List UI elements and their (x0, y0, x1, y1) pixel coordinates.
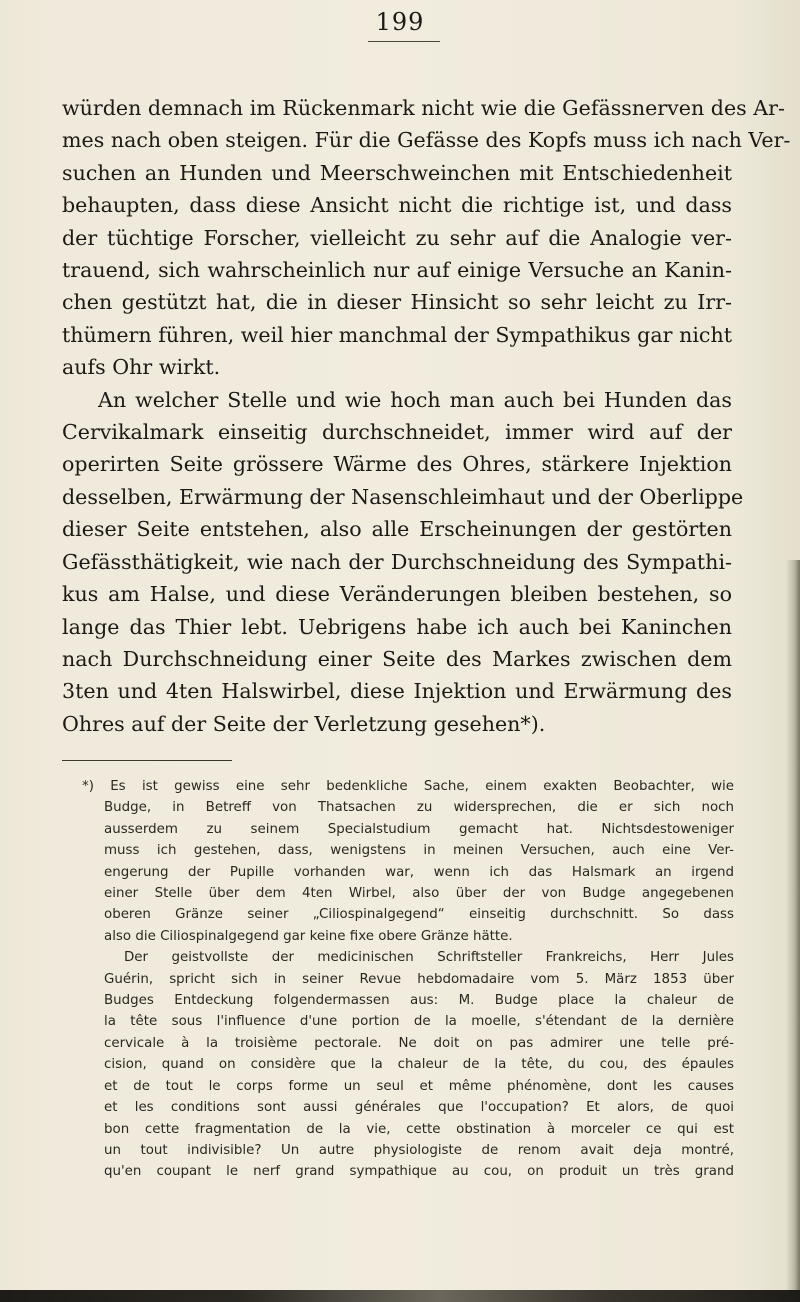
main-text (62, 92, 791, 740)
footnote-line: *) Es ist gewiss eine sehr bedenkliche Sache, einem exakten Beobachter, wie (82, 779, 734, 794)
text-line: Gefässthätigkeit, wie nach der Durchschneidung des Sympathi- (62, 549, 732, 574)
text-line: nach Durchschneidung einer Seite des Markes zwischen dem (62, 646, 732, 671)
footnote-line: qu'en coupant le nerf grand sympathique au cou, on produit un très grand (104, 1164, 734, 1180)
text-line: der tüchtige Forscher, vielleicht zu sehr auf die Analogie ver- (62, 225, 732, 250)
text-line: Cervikalmark einseitig durchschneidet, immer wird auf der (62, 420, 732, 445)
text-line: thümern führen, weil hier manchmal der Sympathikus gar nicht (62, 322, 732, 347)
text-line: würden demnach im Rückenmark nicht wie die Gefässnerven des Ar- (62, 96, 785, 120)
page-number: 199 (375, 8, 425, 36)
footnote-line: cision, quand on considère que la chaleur de la tête, du cou, des épaules (104, 1057, 734, 1073)
text-line: aufs Ohr wirkt. (62, 355, 221, 380)
text-line: suchen an Hunden und Meerschweinchen mit Entschiedenheit (62, 160, 732, 185)
footnote-line: cervicale à la troisième pectorale. Ne doit on pas admirer une telle pré- (104, 1035, 734, 1051)
footnote-line: Der geistvollste der medicinischen Schriftsteller Frankreichs, Herr Jules (124, 950, 734, 966)
footnote (82, 776, 734, 1183)
text-line: trauend, sich wahrscheinlich nur auf einige Versuche an Kanin- (62, 258, 732, 283)
footnote-line: et de tout le corps forme un seul et même phénomène, dont les causes (104, 1078, 734, 1094)
text-line: desselben, Erwärmung der Nasenschleimhaut und der Oberlippe (62, 484, 744, 509)
footnote-line: oberen Gränze seiner „Ciliospinalgegend“ einseitig durchschnitt. So dass (104, 907, 734, 923)
text-line: dieser Seite entstehen, also alle Erscheinungen der gestörten (62, 517, 732, 542)
scan-bottom-edge (0, 1290, 800, 1302)
page-number-rule (368, 41, 440, 42)
footnote-line: bon cette fragmentation de la vie, cette obstination à morceler ce qui est (104, 1121, 734, 1137)
footnote-line: Guérin, spricht sich in seiner Revue hebdomadaire vom 5. März 1853 über (104, 971, 734, 987)
text-line: kus am Halse, und diese Veränderungen bleiben bestehen, so (62, 582, 732, 607)
text-line: An welcher Stelle und wie hoch man auch bei Hunden das (98, 387, 732, 412)
paragraph-2 (62, 384, 744, 740)
footnote-line: muss ich gestehen, dass, wenigstens in meinen Versuchen, auch eine Ver- (104, 843, 734, 859)
text-line: Ohres auf der Seite der Verletzung gesehen*). (62, 711, 546, 736)
text-line: 3ten und 4ten Halswirbel, diese Injektion und Erwärmung des (62, 679, 732, 704)
footnote-paragraph-1 (82, 776, 734, 947)
footnote-line: ausserdem zu seinem Specialstudium gemacht hat. Nichtsdestoweniger (104, 821, 734, 837)
paragraph-1 (62, 92, 791, 384)
text-line: chen gestützt hat, die in dieser Hinsicht so sehr leicht zu Irr- (62, 290, 732, 315)
footnote-line: un tout indivisible? Un autre physiologiste de renom avait deja montré, (104, 1142, 734, 1158)
text-line: operirten Seite grössere Wärme des Ohres, stärkere Injektion (62, 452, 732, 477)
footnote-line: la tête sous l'influence d'une portion de la moelle, s'étendant de la dernière (104, 1014, 734, 1030)
text-line: mes nach oben steigen. Für die Gefässe des Kopfs muss ich nach Ver- (62, 128, 791, 153)
footnote-line: engerung der Pupille vorhanden war, wenn ich das Halsmark an irgend (104, 864, 734, 880)
text-line: lange das Thier lebt. Uebrigens habe ich auch bei Kaninchen (62, 614, 732, 639)
footnote-line: also die Ciliospinalgegend gar keine fixe obere Gränze hätte. (104, 928, 513, 944)
footnote-rule (62, 760, 232, 761)
footnote-line: einer Stelle über dem 4ten Wirbel, also über der von Budge angegebenen (104, 886, 734, 902)
footnote-paragraph-2 (82, 947, 734, 1182)
text-line: behaupten, dass diese Ansicht nicht die richtige ist, und dass (62, 193, 732, 218)
footnote-line: Budges Entdeckung folgendermassen aus: M. Budge place la chaleur de (104, 993, 734, 1009)
page-edge-shadow (786, 560, 800, 1302)
footnote-line: Budge, in Betreff von Thatsachen zu widersprechen, die er sich noch (104, 800, 734, 816)
footnote-line: et les conditions sont aussi générales que l'occupation? Et alors, de quoi (104, 1100, 734, 1116)
